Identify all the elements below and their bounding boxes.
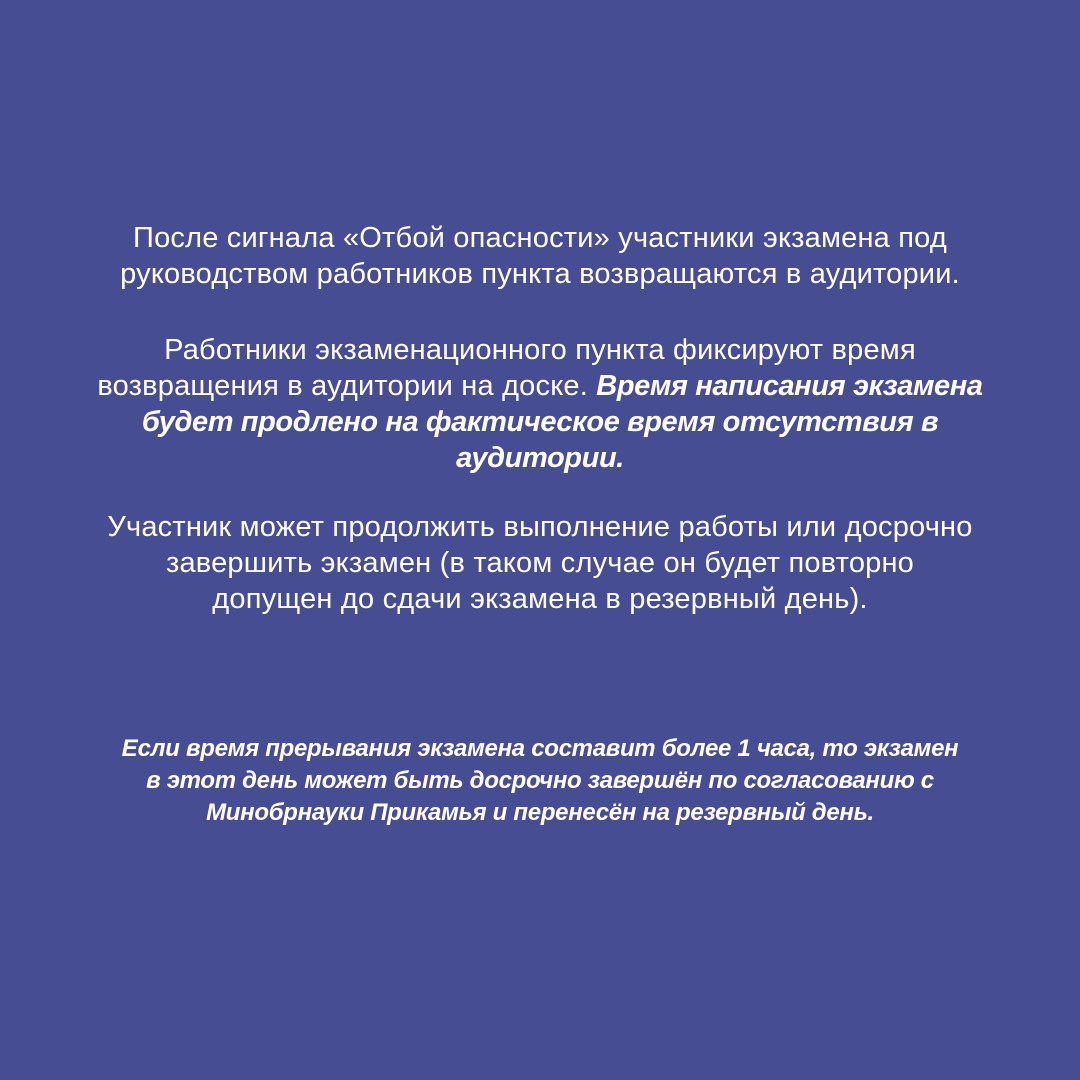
note-line: Если время прерывания экзамена составит более 1 часа, то экзамен [121,735,959,762]
paragraph-line: Работники экзаменационного пункта фиксируют время [164,334,916,366]
paragraph-time-recording [0,332,1080,476]
interruption-note [0,733,1080,829]
plain-text: возвращения в аудитории на доске. [97,370,597,402]
paragraph-line: Участник может продолжить выполнение работы или досрочно [107,511,973,543]
paragraph-line: допущен до сдачи экзамена в резервный день). [212,583,868,615]
paragraph-line: После сигнала «Отбой опасности» участники экзамена под [133,222,947,254]
note-line: в этот день может быть досрочно завершён по согласованию с [146,767,934,794]
paragraph-line: завершить экзамен (в таком случае он будет повторно [165,547,915,579]
paragraph-line: руководством работников пункта возвращаются в аудитории. [120,258,960,290]
paragraph-line [0,368,1080,404]
emphasis-line: аудитории. [456,442,624,474]
emphasis-line: будет продлено на фактическое время отсутствия в [141,406,939,438]
paragraph-return-to-classrooms [0,220,1080,292]
note-line: Минобрнауки Прикамья и перенесён на резервный день. [206,799,874,826]
emphasis-text: Время написания экзамена [596,370,983,402]
paragraph-continue-or-finish [0,509,1080,617]
